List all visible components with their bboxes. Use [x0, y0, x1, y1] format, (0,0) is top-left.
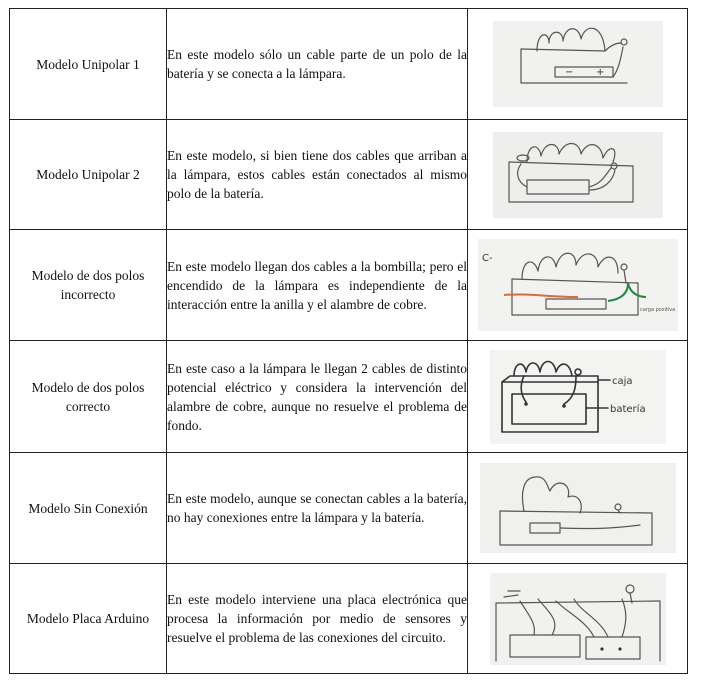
sketch-label-caja: caja [611, 375, 633, 387]
model-name: Modelo Placa Arduino [10, 564, 167, 674]
model-name: Modelo Unipolar 1 [10, 9, 167, 120]
model-sketch-cell [468, 564, 688, 674]
table-row [10, 341, 688, 453]
sketch-sin-conexion-image [480, 463, 676, 553]
model-description: En este modelo llegan dos cables a la bombilla; pero el encendido de la lámpara es independiente de la interacción entre la anilla y el alambre de cobre. [167, 230, 468, 341]
model-description: En este modelo interviene una placa electrónica que procesa la información por medio de sensores y resuelve el problema de las conexiones del circuito. [167, 564, 468, 674]
sketch-label-bateria: batería [609, 403, 646, 415]
models-table [9, 8, 688, 674]
model-sketch-cell [468, 120, 688, 230]
model-description: En este modelo, aunque se conectan cables a la batería, no hay conexiones entre la lámpara y la batería. [167, 453, 468, 564]
table-row [10, 120, 688, 230]
sketch-label-c-minus: C- [481, 253, 493, 264]
battery-minus-sign: − [564, 67, 573, 78]
sketch-placa-arduino-image [490, 573, 666, 665]
table-row [10, 453, 688, 564]
model-sketch-cell [468, 230, 688, 341]
table-row [10, 564, 688, 674]
model-sketch-cell [468, 453, 688, 564]
table-row [10, 9, 688, 120]
model-sketch-cell [468, 9, 688, 120]
battery-plus-sign: + [595, 67, 604, 78]
table-row [10, 230, 688, 341]
model-description: En este caso a la lámpara le llegan 2 cables de distinto potencial eléctrico y considera la intervención del alambre de cobre, aunque no resuelve el problema de fondo. [167, 341, 468, 453]
model-name: Modelo de dos polos correcto [10, 341, 167, 453]
model-name: Modelo Sin Conexión [10, 453, 167, 564]
sketch-unipolar-2-image [493, 132, 663, 218]
sketch-dos-polos-incorrecto-image [478, 239, 678, 331]
model-name: Modelo de dos polos incorrecto [10, 230, 167, 341]
model-name: Modelo Unipolar 2 [10, 120, 167, 230]
model-sketch-cell [468, 341, 688, 453]
model-description: En este modelo sólo un cable parte de un polo de la batería y se conecta a la lámpara. [167, 9, 468, 120]
model-description: En este modelo, si bien tiene dos cables que arriban a la lámpara, estos cables están conectados al mismo polo de la batería. [167, 120, 468, 230]
sketch-dos-polos-correcto-image [490, 350, 666, 444]
sketch-unipolar-1-image [493, 21, 663, 107]
sketch-label-carga-positiva: carga positiva [639, 307, 675, 313]
